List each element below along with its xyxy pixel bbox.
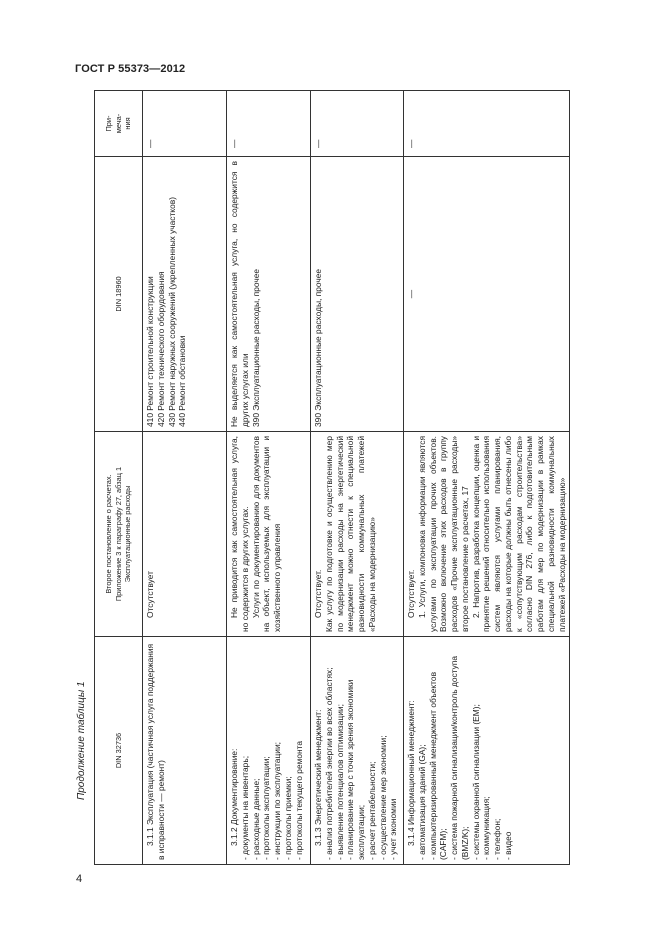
cell-din-32736: 3.1.3 Энергетический менеджмент: - анализ потребителей энергии во всех областях; - выявление потенциалов оптимизации; - планирование мер с точки зрения экономики эксплуатации; - расчет рентабельности; - осуществление мер экономии; - учет экономии — [311, 637, 404, 865]
cell-second-regulation: Не приводится как самостоятельная услуга, но содержится в других услугах. Услуги по документированию для документов на объект, используемых для эксплуатации и хозяйственного управления — [227, 432, 311, 637]
standards-comparison-table — [94, 90, 570, 865]
cell-din-32736: 3.1.1 Эксплуатация (частичная услуга поддержания в исправности — ремонт) — [143, 637, 227, 865]
cell-notes: — — [143, 91, 227, 157]
table-row — [227, 91, 311, 865]
cell-din-32736: 3.1.4 Информационный менеджмент: - автоматизация зданий (GA); - компьютеризированный менеджмент объектов (CAFM); - система пожарной сигнализации/контроль доступа (BMZ/K); - системы охранной сигнализации (EM); - коммуникация; - телефон; - видео — [404, 637, 570, 865]
table-header-row — [95, 91, 143, 865]
header-second-regulation-line1: Второе постановление о расчетах. — [104, 474, 114, 594]
header-din-18960: DIN 18960 — [95, 157, 143, 432]
document-header: ГОСТ Р 55373—2012 — [75, 63, 186, 75]
cell-notes: — — [227, 91, 311, 157]
header-second-regulation — [95, 432, 143, 637]
cell-din-18960: Не выделяется как самостоятельная услуга, но содержится в других услугах или 390 Эксплуатационные расходы, прочее — [227, 157, 311, 432]
table-row — [143, 91, 227, 865]
cell-din-18960: — — [404, 157, 570, 432]
header-second-regulation-line2: Приложение 3 к параграфу 27, абзац 1 — [113, 466, 123, 602]
header-notes: При- меча- ния — [95, 91, 143, 157]
cell-second-regulation: Отсутствует. 1. Услуги, компоновка информации являются услугами по эксплуатации прочих объектов. Возможно включение этих расходов в группу расходов «Прочие эксплуатационные расходы» второе постановление о расчетах, 17 2. Напротив, разработка концепции, оценка и принятие решений относительно использования систем являются услугами планирования, расходы на которые должны быть отнесены либо к «сопутствующим расходам строительства» согласно DIN 276, либо к подготовительным работам для мер по модернизации в рамках специальной разновидности коммунальных платежей «Расходы на модернизацию» — [404, 432, 570, 637]
rotated-table-container — [94, 91, 567, 865]
table-caption: Продолжение таблицы 1 — [76, 681, 87, 800]
header-second-regulation-line3: Эксплуатационные расходы — [123, 485, 133, 583]
table-row — [404, 91, 570, 865]
header-din-32736: DIN 32736 — [95, 637, 143, 865]
page-number: 4 — [76, 873, 83, 885]
cell-notes: — — [311, 91, 404, 157]
table-row — [311, 91, 404, 865]
cell-din-32736: 3.1.2 Документирование: - документы на инвентарь; - расходные данные; - протоколы эксплуатации; - инструкции по эксплуатации; - протоколы приемки; - протоколы текущего ремонта — [227, 637, 311, 865]
cell-second-regulation: Отсутствует. Как услугу по подготовке и осуществлению мер по модернизации расходы на энергетический менеджмент можно отнести к специальной разновидности коммунальных платежей «Расходы на модернизацию» — [311, 432, 404, 637]
cell-din-18960: 390 Эксплуатационные расходы, прочее — [311, 157, 404, 432]
cell-notes: — — [404, 91, 570, 157]
cell-second-regulation: Отсутствует — [143, 432, 227, 637]
cell-din-18960: 410 Ремонт строительной конструкции 420 Ремонт технического оборудования 430 Ремонт наружных сооружений (укрепленных участков) 440 Ремонт обстановки — [143, 157, 227, 432]
